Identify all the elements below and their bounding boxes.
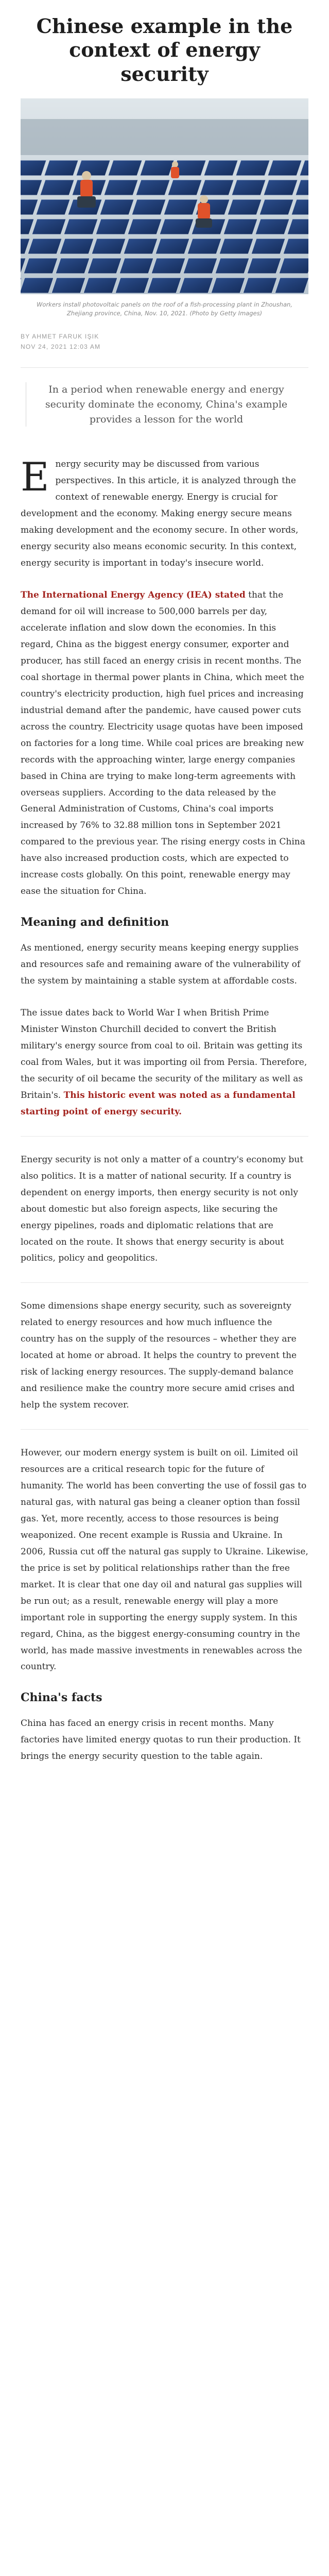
byline — [21, 332, 308, 351]
solar-panel — [259, 199, 293, 215]
solar-panel — [232, 180, 266, 195]
solar-panel — [44, 160, 78, 176]
solar-panel — [60, 239, 94, 254]
solar-panel — [275, 278, 308, 293]
solar-panel — [108, 160, 142, 176]
solar-panel — [83, 278, 117, 293]
highlight-quote: This historic event was noted as a fundamental starting point of energy security. — [21, 1090, 296, 1117]
solar-panel — [140, 160, 174, 176]
solar-panel — [96, 219, 130, 234]
solar-panel — [251, 239, 285, 254]
solar-panel — [179, 278, 213, 293]
solar-panel — [76, 160, 110, 176]
solar-panel — [100, 199, 134, 215]
solar-panel — [228, 199, 262, 215]
solar-panel — [255, 219, 289, 234]
hero-image — [21, 98, 308, 294]
section-heading-facts: China's facts — [21, 1691, 102, 1705]
solar-panel — [247, 258, 281, 274]
solar-panel — [136, 180, 170, 195]
solar-panel — [119, 258, 153, 274]
solar-panel — [40, 180, 74, 195]
solar-panel — [264, 180, 298, 195]
solar-panel — [223, 219, 257, 234]
iea-link[interactable]: The International Energy Agency (IEA) stated — [21, 590, 246, 601]
solar-panel — [24, 258, 58, 274]
paragraph — [21, 456, 308, 572]
solar-panel — [115, 278, 149, 293]
paragraph — [21, 587, 308, 900]
solar-panel — [236, 160, 270, 176]
article-body — [21, 456, 308, 1765]
solar-panel — [268, 160, 302, 176]
paragraph: Energy security is not only a matter of a country's economy but also politics. It is a matter of national security. If a country is dependent on energy imports, then energy security is not only about domestic but also foreign aspects, like securing the energy pipelines, roads and diplomatic relations that are located on the route. It shows that energy security is about politics, policy and geopolitics. — [21, 1136, 308, 1267]
solar-panel — [187, 239, 221, 254]
solar-panel — [36, 199, 70, 215]
paragraph: Some dimensions shape energy security, such as sovereignty related to energy resources and how much influence the country has on the supply of the resources – whether they are located at home or abroad. It helps the country to prevent the risk of lacking energy resources. The supply-demand balance and resilience make the country more secure amid crises and help the system recover. — [21, 1282, 308, 1414]
solar-panel — [168, 180, 202, 195]
solar-panel — [64, 219, 98, 234]
solar-panel — [92, 239, 126, 254]
solar-panel — [147, 278, 181, 293]
solar-panel — [160, 219, 194, 234]
solar-panel — [56, 258, 90, 274]
solar-panel — [151, 258, 185, 274]
solar-panel — [128, 219, 162, 234]
solar-panel — [32, 219, 66, 234]
author[interactable]: BY AHMET FARUK IŞIK — [21, 333, 99, 341]
solar-panel — [200, 180, 234, 195]
article-title: Chinese example in the context of energy security — [36, 14, 293, 86]
paragraph-text: nergy security may be discussed from various perspectives. In this article, it is analyzed through the context of renewable energy. Energy is crucial for development and the economy. Making energy secure means making development and the economy secure. In other words, energy security also means economic security. In this context, energy security is important in today's insecure world. — [21, 459, 299, 569]
solar-panel — [155, 239, 189, 254]
solar-panel — [211, 278, 245, 293]
article-page — [0, 14, 329, 1765]
solar-panel — [164, 199, 198, 215]
solar-panel — [28, 239, 62, 254]
section-heading-meaning: Meaning and definition — [21, 916, 169, 929]
solar-panel — [243, 278, 277, 293]
drop-cap: E — [21, 454, 49, 500]
solar-panel — [88, 258, 122, 274]
paragraph: As mentioned, energy security means keeping energy supplies and resources safe and remaining aware of the vulnerability of the system by maintaining a stable system at affordable costs. — [21, 943, 301, 987]
solar-panel — [124, 239, 158, 254]
solar-panel — [215, 258, 249, 274]
solar-roof-photo — [21, 98, 308, 294]
paragraph-text: that the demand for oil will increase to 500,000 barrels per day, accelerate inflation and slow down the economies. In this regard, China as the biggest energy consumer, exporter and producer, has still faced an energy crisis in recent months. The coal shortage in thermal power plants in China, which meet the country's electricity production, high fuel prices and increasing industrial demand after the pandemic, have caused power cuts across the country. Electricity usage quotas have been imposed on factories for a long time. While coal prices are breaking new records with the approaching winter, large energy companies based in China are trying to make long-term agreements with overseas suppliers. According to the data released by the General Administration of Customs, China's coal imports increased by 76% to 32.88 million tons in September 2021 compared to the previous year. The rising energy costs in China have also increased production costs, which are expected to increase costs globally. On this point, renewable energy may ease the situation for China. — [21, 590, 305, 897]
solar-panel — [21, 278, 54, 293]
solar-panel — [279, 258, 308, 274]
paragraph: China has faced an energy crisis in recent months. Many factories have limited energy quotas to run their production. It brings the energy security question to the table again. — [21, 1718, 301, 1762]
article-summary: In a period when renewable energy and energy security dominate the economy, China's example provides a lesson for the world — [26, 382, 303, 427]
image-caption: Workers install photovoltaic panels on the roof of a fish-processing plant in Zhoushan, Zhejiang province, China, Nov. 10, 2021. (Photo by Getty Images) — [37, 301, 292, 317]
paragraph-text: The issue dates back to World War I when British Prime Minister Winston Churchill decided to convert the British military's energy source from coal to oil. Britain was getting its coal from Wales, but it was importing oil from Persia. Therefore, the security of oil became the security of the military as well as Britain's. — [21, 1008, 307, 1100]
worker-figure — [171, 161, 179, 178]
paragraph — [21, 1005, 308, 1121]
divider — [21, 367, 308, 368]
paragraph: However, our modern energy system is built on oil. Limited oil resources are a critical research topic for the future of humanity. The world has been converting the use of fossil gas to natural gas, with natural gas being a cleaner option than fossil gas. Yet, more recently, access to those resources is being weaponized. One recent example is Russia and Ukraine. In 2006, Russia cut off the natural gas supply to Ukraine. Likewise, the price is set by political relationships rather than the free market. It is clear that one day oil and natural gas supplies will be run out; as a result, renewable energy will play a more important role in supporting the energy supply system. In this regard, China, as the biggest energy-consuming country in the world, has made massive investments in renewables across the country. — [21, 1429, 308, 1675]
solar-panel — [51, 278, 85, 293]
solar-panel — [219, 239, 253, 254]
solar-panel — [132, 199, 166, 215]
solar-panel — [204, 160, 238, 176]
publish-date: NOV 24, 2021 12:03 AM — [21, 343, 101, 350]
solar-panel — [104, 180, 138, 195]
solar-panel — [183, 258, 217, 274]
